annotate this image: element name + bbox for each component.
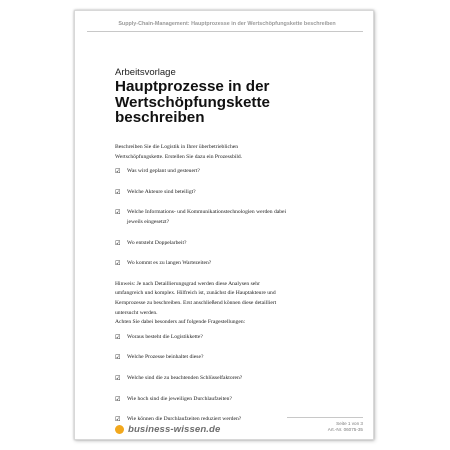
document-title-line: Hauptprozesse in der [115,78,270,95]
document-kicker: Arbeitsvorlage [115,67,176,78]
checkbox-icon: ☑ [115,188,121,196]
question-list-2 [115,333,341,425]
logo-text: business-wissen.de [128,424,221,435]
list-item [115,374,341,384]
checkbox-icon: ☑ [115,395,121,403]
question-text: jeweils eingesetzt? [127,218,170,225]
document-page [74,10,374,440]
list-item [115,167,341,177]
checkbox-icon: ☑ [115,374,121,382]
intro-line: Beschreiben Sie die Logistik in Ihrer überbetrieblichen [115,144,239,150]
list-item [115,239,341,249]
checkbox-icon: ☑ [115,416,121,424]
header-divider [87,31,363,32]
intro-paragraph [115,143,341,162]
list-item [115,333,341,343]
document-body [115,143,341,436]
checkbox-icon: ☑ [115,209,121,217]
logo-dot-icon [115,425,124,434]
question-text: Wo entsteht Doppelarbeit? [127,239,187,246]
question-text: Woraus besteht die Logistikkette? [127,333,203,340]
intro-line: Wertschöpfungskette. Erstellen Sie dazu ein Prozessbild. [115,153,243,160]
list-item [115,395,341,405]
document-title-line: Wertschöpfungskette [115,93,270,111]
focus-paragraph: Achten Sie dabei besonders auf folgende Fragestellungen: [115,319,246,326]
hint-paragraph [115,280,341,318]
list-item [115,353,341,363]
document-title-line: beschreiben [115,109,205,127]
article-number: Art.-Nr. 06075-35 [327,427,363,433]
checkbox-icon: ☑ [115,354,121,362]
hint-line: Kernprozesse zu beschreiben. Erst anschließend können diese detailliert [115,299,277,306]
hint-line: Hinweis: Je nach Detaillierungsgrad werden diese Analysen sehr [115,280,260,287]
question-list-1 [115,167,341,269]
running-header: Supply-Chain-Management: Hauptprozesse in der Wertschöpfungskette beschreiben [118,21,336,27]
hint-line: umfangreich und komplex. Hilfreich ist, zunächst die Hauptakteure und [115,290,276,297]
list-item [115,188,341,198]
document-title [115,79,355,126]
question-text: Wie können die Durchlaufzeiten reduziert werden? [127,416,242,423]
footer-divider [287,417,363,418]
hint-line: untersucht werden. [115,309,158,316]
business-wissen-logo [115,424,220,435]
question-text: Wo kommt es zu langen Wartezeiten? [127,260,212,267]
list-item [115,208,341,227]
question-text: Welche Prozesse beinhaltet diese? [127,354,204,361]
list-item [115,259,341,269]
checkbox-icon: ☑ [115,333,121,341]
checkbox-icon: ☑ [115,239,121,247]
page-meta [297,421,363,434]
question-text: Welche Informations- und Kommunikationstechnologien werden dabei [127,209,287,216]
question-text: Welche sind die zu beachtenden Schlüsselfaktoren? [127,374,243,381]
question-text: Wie hoch sind die jeweiligen Durchlaufzeiten? [127,395,232,402]
question-text: Welche Akteure sind beteiligt? [127,188,196,195]
question-text: Was wird geplant und gesteuert? [127,168,200,175]
checkbox-icon: ☑ [115,168,121,176]
checkbox-icon: ☑ [115,260,121,268]
page-number: Seite 1 von 3 [336,421,363,426]
